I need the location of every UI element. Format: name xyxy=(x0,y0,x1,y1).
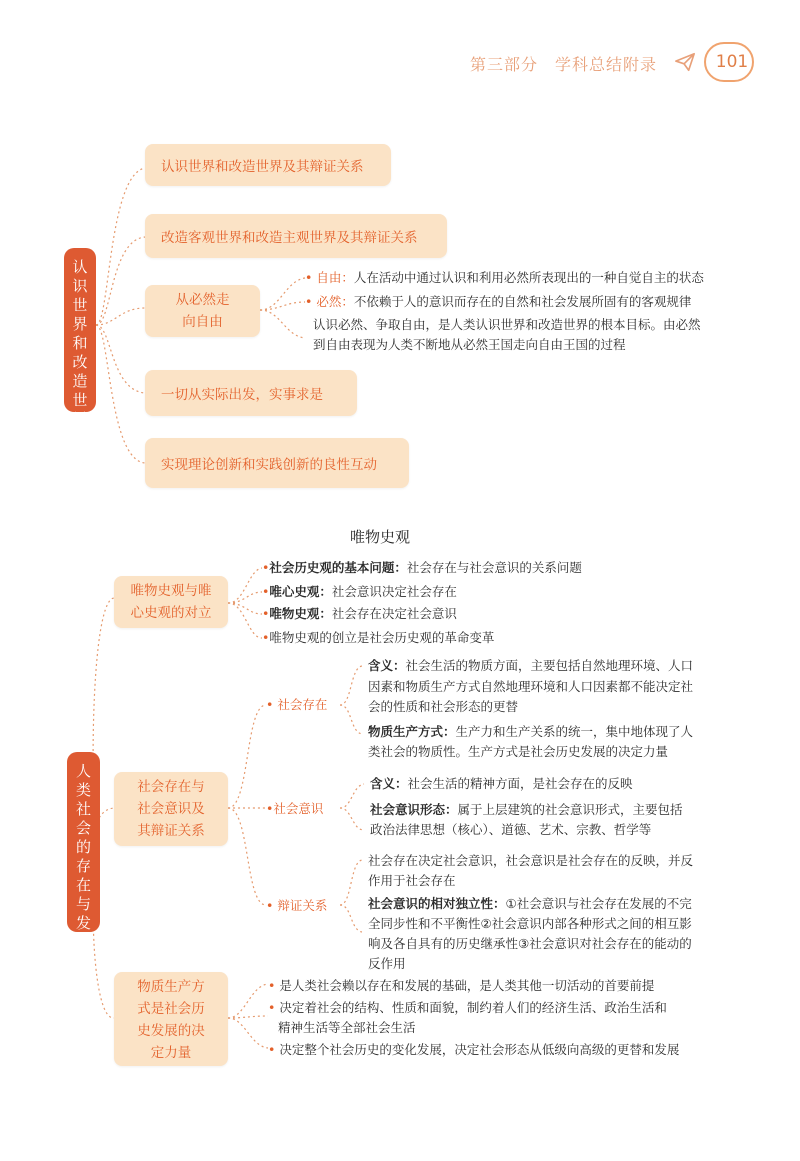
page-number: 101 xyxy=(715,52,749,72)
branch-existence-and-consciousness: 社会存在与 社会意识及 其辩证关系 xyxy=(114,772,228,846)
sub2-meaning: 含义：社会生活的精神方面，是社会存在的反映 xyxy=(370,776,633,791)
sub3-independence-line-1: 社会意识的相对独立性：①社会意识与社会存在发展的不完 xyxy=(368,896,692,911)
b1-item-idealism: •唯心史观：社会意识决定社会存在 xyxy=(262,584,457,599)
branch-materialism-vs-idealism: 唯物史观与唯 心史观的对立 xyxy=(114,576,228,628)
paper-plane-icon xyxy=(674,51,696,73)
b3-item-structure-line-1: • 决定着社会的结构、性质和面貌，制约着人们的经济生活、政治生活和 xyxy=(268,1000,667,1015)
sub3-line-1: 社会存在决定社会意识，社会意识是社会存在的反映，并反 xyxy=(368,853,694,868)
b3-item-structure-line-2: 精神生活等全部社会生活 xyxy=(278,1020,416,1035)
root-human-society: 人类社会的存在与发展 xyxy=(67,752,100,932)
sub1-mode-line-2: 类社会的物质性。生产方式是社会历史发展的决定力量 xyxy=(368,744,669,759)
section-title: 第三部分 学科总结附录 xyxy=(470,55,658,74)
b3-item-foundation: • 是人类社会赖以存在和发展的基础，是人类其他一切活动的首要前提 xyxy=(268,978,655,993)
sub3-independence-line-4: 反作用 xyxy=(368,956,406,971)
section-heading: 唯物史观 xyxy=(350,528,411,546)
branch-necessity-to-freedom: 从必然走 向自由 xyxy=(145,285,260,337)
goal-line-2: 到自由表现为人类不断地从必然王国走向自由王国的过程 xyxy=(313,337,626,352)
sub-dialectical-relation: • 辩证关系 xyxy=(266,898,328,913)
sub3-independence-line-3: 响及各自具有的历史继承性③社会意识对社会存在的能动的 xyxy=(368,936,692,951)
branch-objective-subjective-world: 改造客观世界和改造主观世界及其辩证关系 xyxy=(145,214,447,258)
root-know-and-transform-world: 认识世界和改造世界 xyxy=(64,248,96,412)
sub1-meaning-line-3: 会的性质和社会形态的更替 xyxy=(368,699,519,714)
sub3-line-2: 作用于社会存在 xyxy=(368,873,456,888)
b1-item-revolution: •唯物史观的创立是社会历史观的革命变革 xyxy=(262,630,495,645)
sub2-form-line-1: 社会意识形态：属于上层建筑的社会意识形式，主要包括 xyxy=(370,802,683,817)
sub-social-consciousness: •社会意识 xyxy=(266,801,324,816)
freedom-definition: • 自由：人在活动中通过认识和利用必然所表现出的一种自觉自主的状态 xyxy=(305,270,704,285)
b1-item-materialism: •唯物史观：社会存在决定社会意识 xyxy=(262,606,457,621)
sub2-form-line-2: 政治法律思想（核心）、道德、艺术、宗教、哲学等 xyxy=(370,822,652,837)
goal-line-1: 认识必然、争取自由，是人类认识世界和改造世界的根本目标。由必然 xyxy=(313,317,701,332)
b1-item-basic-question: •社会历史观的基本问题：社会存在与社会意识的关系问题 xyxy=(262,560,582,575)
branch-know-transform-dialectic: 认识世界和改造世界及其辩证关系 xyxy=(145,144,391,186)
sub1-meaning-line-1: 含义：社会生活的物质方面，主要包括自然地理环境、人口 xyxy=(368,658,694,673)
b3-item-history: • 决定整个社会历史的变化发展，决定社会形态从低级向高级的更替和发展 xyxy=(268,1042,680,1057)
necessity-definition: • 必然：不依赖于人的意识而存在的自然和社会发展所固有的客观规律 xyxy=(305,294,692,309)
branch-seek-truth-from-facts: 一切从实际出发，实事求是 xyxy=(145,370,357,416)
branch-mode-of-production: 物质生产方 式是社会历 史发展的决 定力量 xyxy=(114,972,228,1066)
branch-theory-practice-innovation: 实现理论创新和实践创新的良性互动 xyxy=(145,438,409,488)
sub-social-existence: • 社会存在 xyxy=(266,697,328,712)
sub3-independence-line-2: 全同步性和不平衡性②社会意识内部各种形式之间的相互影 xyxy=(368,916,692,931)
sub1-mode-line-1: 物质生产方式：生产力和生产关系的统一，集中地体现了人 xyxy=(368,724,694,739)
sub1-meaning-line-2: 因素和物质生产方式自然地理环境和人口因素都不能决定社 xyxy=(368,679,694,694)
